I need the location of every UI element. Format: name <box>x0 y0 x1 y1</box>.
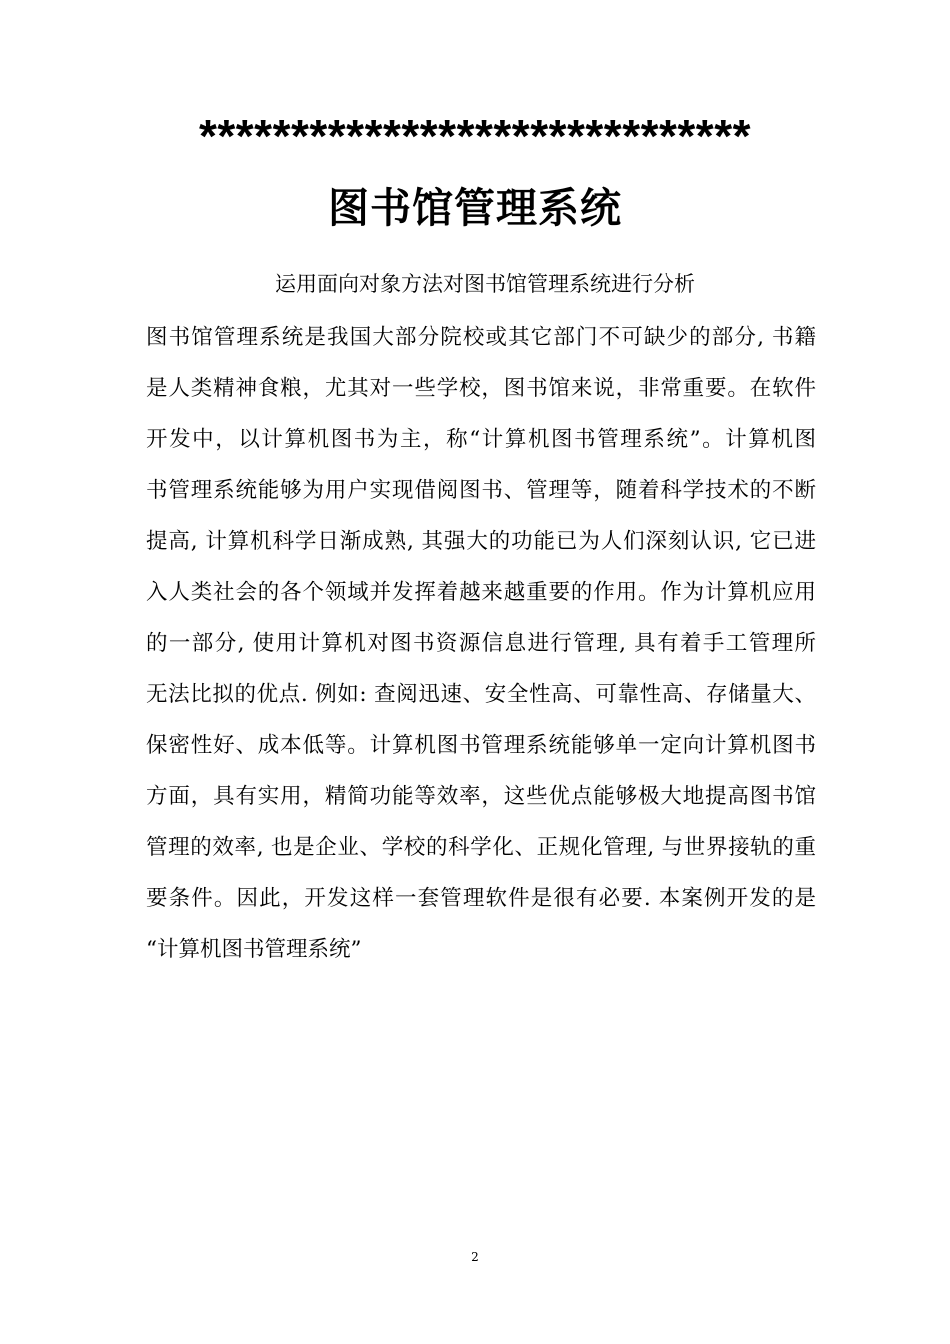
decorative-star-line: ****************************** <box>198 110 752 162</box>
paragraph-line: 的一部分, 使用计算机对图书资源信息进行管理, 具有着手工管理所 <box>146 631 816 656</box>
paragraph-line: 无法比拟的优点. 例如: 查阅迅速、安全性高、可靠性高、存储量大、 <box>146 682 816 707</box>
paragraph-line: 保密性好、成本低等。计算机图书管理系统能够单一定向计算机图书 <box>146 733 816 758</box>
paragraph-line: 要条件。因此，开发这样一套管理软件是很有必要. 本案例开发的是 <box>146 886 816 911</box>
paragraph-line: 书管理系统能够为用户实现借阅图书、管理等，随着科学技术的不断 <box>146 478 816 503</box>
paragraph-line: 入人类社会的各个领域并发挥着越来越重要的作用。作为计算机应用 <box>146 580 816 605</box>
body-paragraph <box>146 318 816 981</box>
document-title: 图书馆管理系统 <box>328 184 622 232</box>
page-number: 2 <box>471 1250 479 1264</box>
paragraph-line: 提高, 计算机科学日渐成熟, 其强大的功能已为人们深刻认识, 它已进 <box>146 529 816 554</box>
paragraph-line: “计算机图书管理系统” <box>146 937 362 962</box>
paragraph-line: 方面，具有实用，精简功能等效率，这些优点能够极大地提高图书馆 <box>146 784 816 809</box>
paragraph-line: 图书馆管理系统是我国大部分院校或其它部门不可缺少的部分, 书籍 <box>146 325 816 350</box>
paragraph-line: 是人类精神食粮，尤其对一些学校，图书馆来说，非常重要。在软件 <box>146 376 816 401</box>
paragraph-line: 管理的效率, 也是企业、学校的科学化、正规化管理, 与世界接轨的重 <box>146 835 816 860</box>
document-subtitle: 运用面向对象方法对图书馆管理系统进行分析 <box>275 272 695 296</box>
paragraph-line: 开发中，以计算机图书为主，称“计算机图书管理系统”。计算机图 <box>146 427 816 452</box>
